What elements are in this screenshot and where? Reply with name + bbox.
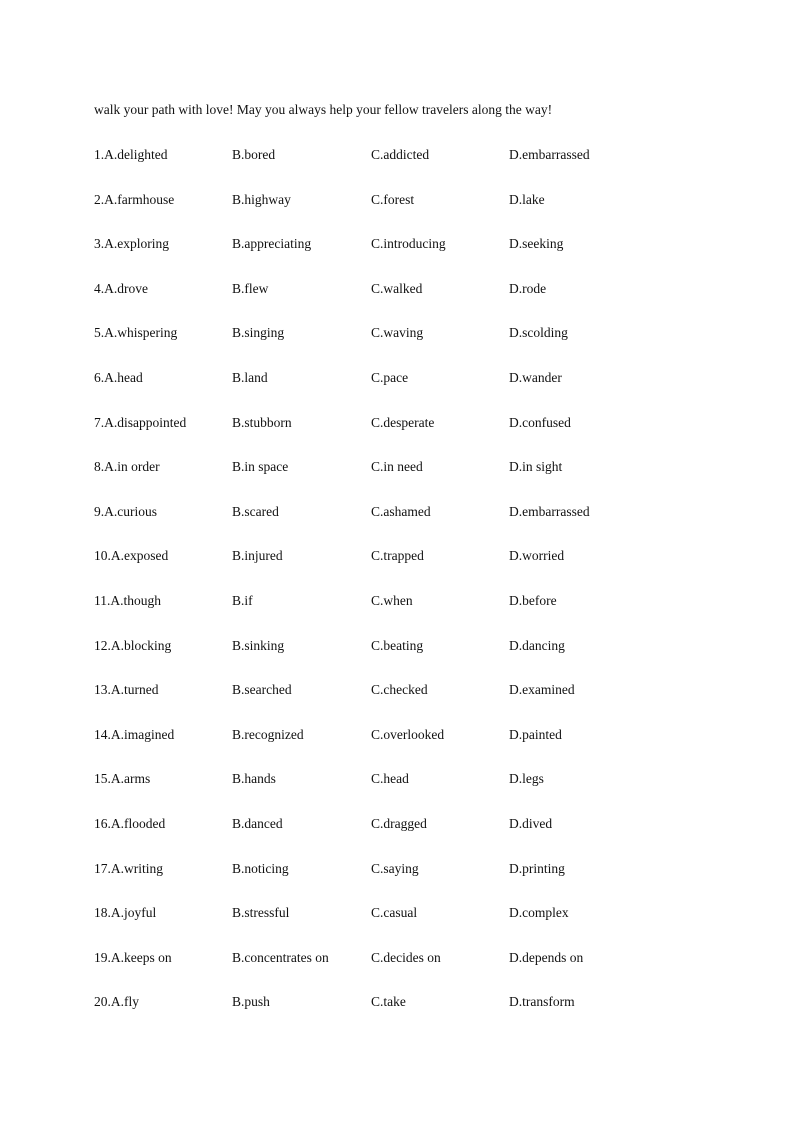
option-c: C.waving [371,325,424,341]
option-a: 12.A.blocking [94,637,172,653]
option-d: D.depends on [509,949,584,965]
option-a: 2.A.farmhouse [94,191,175,207]
option-d: D.dived [509,815,553,831]
option-c: C.casual [371,905,418,921]
option-c: C.take [371,994,406,1010]
option-d: D.legs [509,771,544,787]
question-row [94,547,714,592]
option-b: B.scared [232,503,279,519]
option-b: B.noticing [232,860,289,876]
option-c: C.forest [371,191,415,207]
option-b: B.singing [232,325,285,341]
option-c: C.addicted [371,147,430,162]
option-d: D.scolding [509,325,568,341]
option-b: B.in space [232,459,289,475]
option-a: 8.A.in order [94,459,160,475]
option-b: B.recognized [232,726,304,742]
option-c: C.dragged [371,815,427,831]
option-b: B.injured [232,548,283,564]
option-a: 13.A.turned [94,682,159,698]
option-c: C.saying [371,860,419,876]
option-a: 4.A.drove [94,280,148,296]
question-row [94,503,714,548]
option-c: C.ashamed [371,503,431,519]
question-row [94,815,714,860]
option-a: 18.A.joyful [94,905,157,921]
question-row [94,369,714,414]
question-row [94,949,714,994]
option-a: 10.A.exposed [94,548,169,564]
option-d: D.examined [509,682,575,698]
option-d: D.lake [509,191,545,207]
option-c: C.when [371,592,413,608]
question-row [94,637,714,682]
option-a: 9.A.curious [94,503,157,519]
option-c: C.pace [371,369,409,385]
option-d: D.embarrassed [509,147,590,162]
option-c: C.walked [371,280,423,296]
option-b: B.bored [232,147,276,162]
option-a: 7.A.disappointed [94,414,187,430]
question-row [94,324,714,369]
option-b: B.flew [232,280,269,296]
question-row [94,726,714,771]
question-row [94,770,714,815]
option-b: B.hands [232,771,276,787]
option-a: 17.A.writing [94,860,163,876]
question-row [94,280,714,325]
option-c: C.in need [371,459,423,475]
option-c: C.overlooked [371,726,445,742]
question-row [94,681,714,726]
option-c: C.head [371,771,409,787]
option-b: B.land [232,369,268,385]
question-row [94,235,714,280]
option-b: B.danced [232,815,283,831]
option-a: 11.A.though [94,592,161,608]
option-a: 20.A.fly [94,994,139,1010]
option-b: B.stubborn [232,414,292,430]
option-a: 14.A.imagined [94,726,175,742]
option-d: D.before [509,592,557,608]
option-d: D.transform [509,994,575,1010]
question-list [94,146,714,1038]
option-a: 1.A.delighted [94,147,168,162]
option-d: D.in sight [509,459,563,475]
question-row [94,993,714,1038]
option-d: D.seeking [509,236,564,252]
option-c: C.beating [371,637,424,653]
option-d: D.embarrassed [509,503,590,519]
option-c: C.introducing [371,236,446,252]
option-d: D.worried [509,548,565,564]
option-d: D.wander [509,369,562,385]
option-a: 5.A.whispering [94,325,178,341]
option-c: C.checked [371,682,428,698]
option-b: B.stressful [232,905,290,921]
intro-text: walk your path with love! May you always help your fellow travelers along the way! [94,102,553,117]
option-a: 15.A.arms [94,771,151,787]
option-a: 16.A.flooded [94,815,166,831]
option-b: B.push [232,994,270,1010]
option-d: D.painted [509,726,562,742]
option-c: C.desperate [371,414,435,430]
option-d: D.dancing [509,637,565,653]
option-b: B.highway [232,191,291,207]
question-row [94,414,714,459]
question-row [94,191,714,236]
option-a: 6.A.head [94,369,143,385]
option-d: D.rode [509,280,547,296]
option-b: B.searched [232,682,292,698]
option-d: D.printing [509,860,565,876]
option-b: B.if [232,592,253,608]
option-a: 3.A.exploring [94,236,169,252]
option-c: C.decides on [371,949,441,965]
question-row [94,904,714,949]
option-a: 19.A.keeps on [94,949,172,965]
question-row [94,458,714,503]
option-d: D.confused [509,414,571,430]
option-b: B.concentrates on [232,949,329,965]
option-d: D.complex [509,905,569,921]
option-c: C.trapped [371,548,424,564]
question-row [94,860,714,905]
question-row [94,592,714,637]
option-b: B.appreciating [232,236,312,252]
option-b: B.sinking [232,637,285,653]
question-row [94,146,714,191]
